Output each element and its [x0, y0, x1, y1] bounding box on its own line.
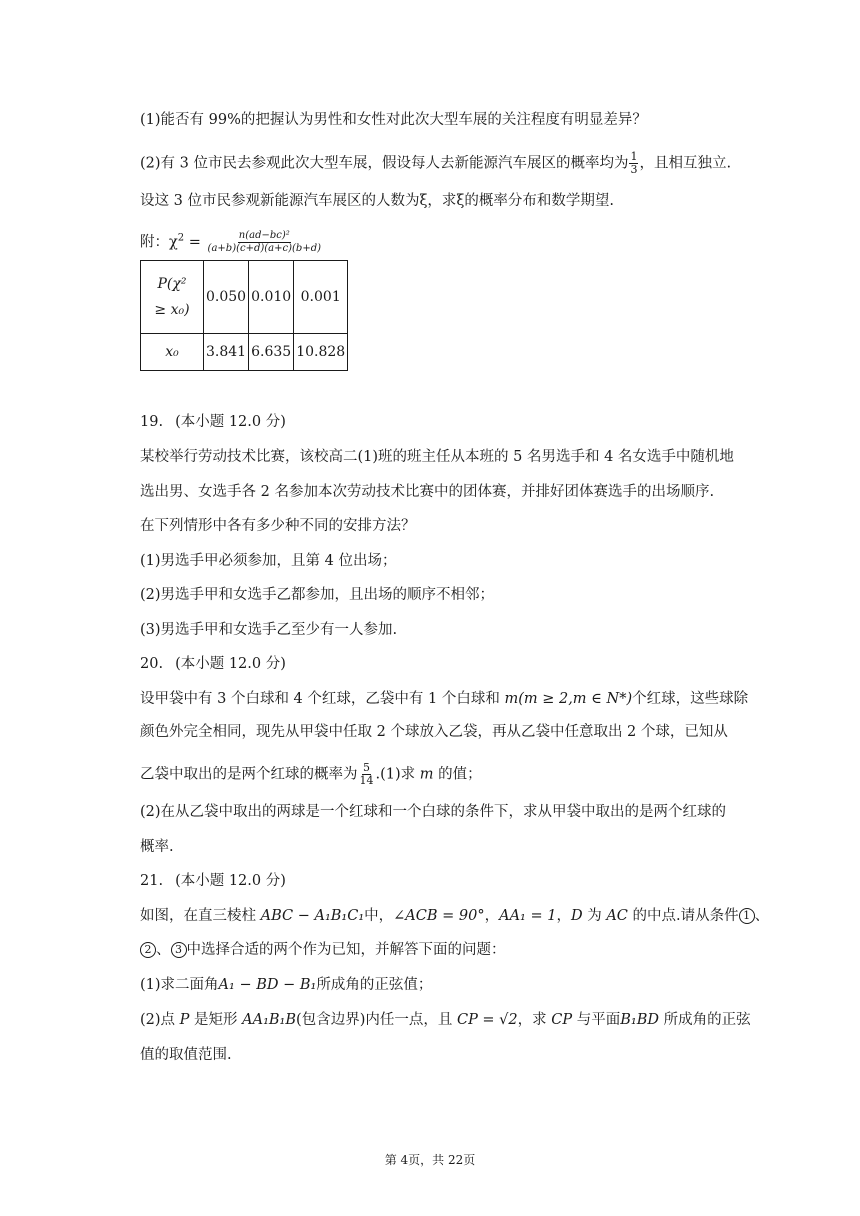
page-footer: 第 4页，共 22页	[384, 1153, 476, 1167]
question-number: 19.	[140, 414, 164, 430]
q19-line: 在下列情形中各有多少种不同的安排方法？	[140, 518, 416, 534]
q21-heading	[140, 871, 286, 891]
q19-line: 某校举行劳动技术比赛，该校高二(1)班的班主任从本班的 5 名男选手和 4 名女选手中随机地	[140, 449, 734, 465]
critical-value-table	[140, 260, 348, 371]
q21-line: (1)求二面角A₁ − BD − B₁所成角的正弦值；	[140, 977, 433, 993]
q20-line: 概率.	[140, 839, 174, 855]
table-cell: 3.841	[204, 334, 249, 371]
q19-heading	[140, 412, 286, 432]
question-number: 21.	[140, 873, 164, 889]
table-cell: 0.050	[204, 261, 249, 334]
q20-line: 颜色外完全相同，现先从甲袋中任取 2 个球放入乙袋，再从乙袋中任意取出 2 个球，已知从	[140, 724, 728, 740]
q20-line: (2)在从乙袋中取出的两球是一个红球和一个白球的条件下，求从甲袋中取出的是两个红球的	[140, 804, 727, 820]
q19-line: (1)男选手甲必须参加，且第 4 位出场；	[140, 553, 397, 569]
table-header-x0: x₀	[141, 334, 204, 371]
table-row	[141, 334, 348, 371]
question-score: (本小题 12.0 分)	[175, 873, 286, 889]
q19-line: (2)男选手甲和女选手乙都参加，且出场的顺序不相邻；	[140, 587, 495, 603]
q20-line: 设甲袋中有 3 个白球和 4 个红球，乙袋中有 1 个白球和 m(m ≥ 2,m ∈ N*)个红球，这些球除	[140, 691, 749, 707]
table-cell: 10.828	[294, 334, 348, 371]
circled-number-1: 1	[739, 908, 755, 924]
table-header-p: P(χ² ≥ x₀)	[141, 261, 204, 334]
question-number: 20.	[140, 656, 164, 672]
q21-line: 如图，在直三棱柱 ABC − A₁B₁C₁中，∠ACB = 90°，AA₁ = 1，D 为 AC 的中点.请从条件 1 、	[140, 908, 770, 924]
table-cell: 0.001	[294, 261, 348, 334]
q20-heading	[140, 654, 286, 674]
q20-line: 乙袋中取出的是两个红球的概率为 $\frac{5}{14}$ .(1)求 m 的值；	[140, 761, 482, 787]
chi-square-fraction: $\frac{\text{n(ad−bc)²}}{(a+b)(c+d)(a+c)(b+d)}$	[207, 230, 322, 254]
circled-number-2: 2	[140, 942, 156, 958]
chi-square-formula: 附：$\chi^2$ = $\frac{\text{n(ad−bc)²}}{(a+b)(c+d)(a+c)(b+d)}$	[140, 230, 322, 254]
question-score: (本小题 12.0 分)	[175, 414, 286, 430]
q21-line: 值的取值范围.	[140, 1047, 232, 1063]
q19-line: 选出男、女选手各 2 名参加本次劳动技术比赛中的团体赛，并排好团体赛选手的出场顺序.	[140, 484, 715, 500]
question-score: (本小题 12.0 分)	[175, 656, 286, 672]
q21-line: 2 、 3 中选择合适的两个作为已知，并解答下面的问题：	[140, 940, 506, 960]
table-cell: 6.635	[249, 334, 294, 371]
q18-part2: (2)有 3 位市民去参观此次大型车展，假设每人去新能源汽车展区的概率均为 $\frac{1}{3}$ ，且相互独立.	[140, 150, 732, 176]
q21-line: (2)点 P 是矩形 AA₁B₁B(包含边界)内任一点，且 CP = √2，求 CP 与平面B₁BD 所成角的正弦	[140, 1012, 751, 1028]
q19-line: (3)男选手甲和女选手乙至少有一人参加.	[140, 622, 398, 638]
table-row	[141, 261, 348, 334]
fraction-five-fourteenths: $\frac{5}{14}$	[359, 761, 374, 787]
q18-part2-continued: 设这 3 位市民参观新能源汽车展区的人数为ξ，求ξ的概率分布和数学期望.	[140, 193, 615, 209]
q18-part1: (1)能否有 99%的把握认为男性和女性对此次大型车展的关注程度有明显差异？	[140, 112, 647, 128]
circled-number-3: 3	[171, 942, 187, 958]
table-cell: 0.010	[249, 261, 294, 334]
fraction-one-third: $\frac{1}{3}$	[630, 150, 638, 176]
